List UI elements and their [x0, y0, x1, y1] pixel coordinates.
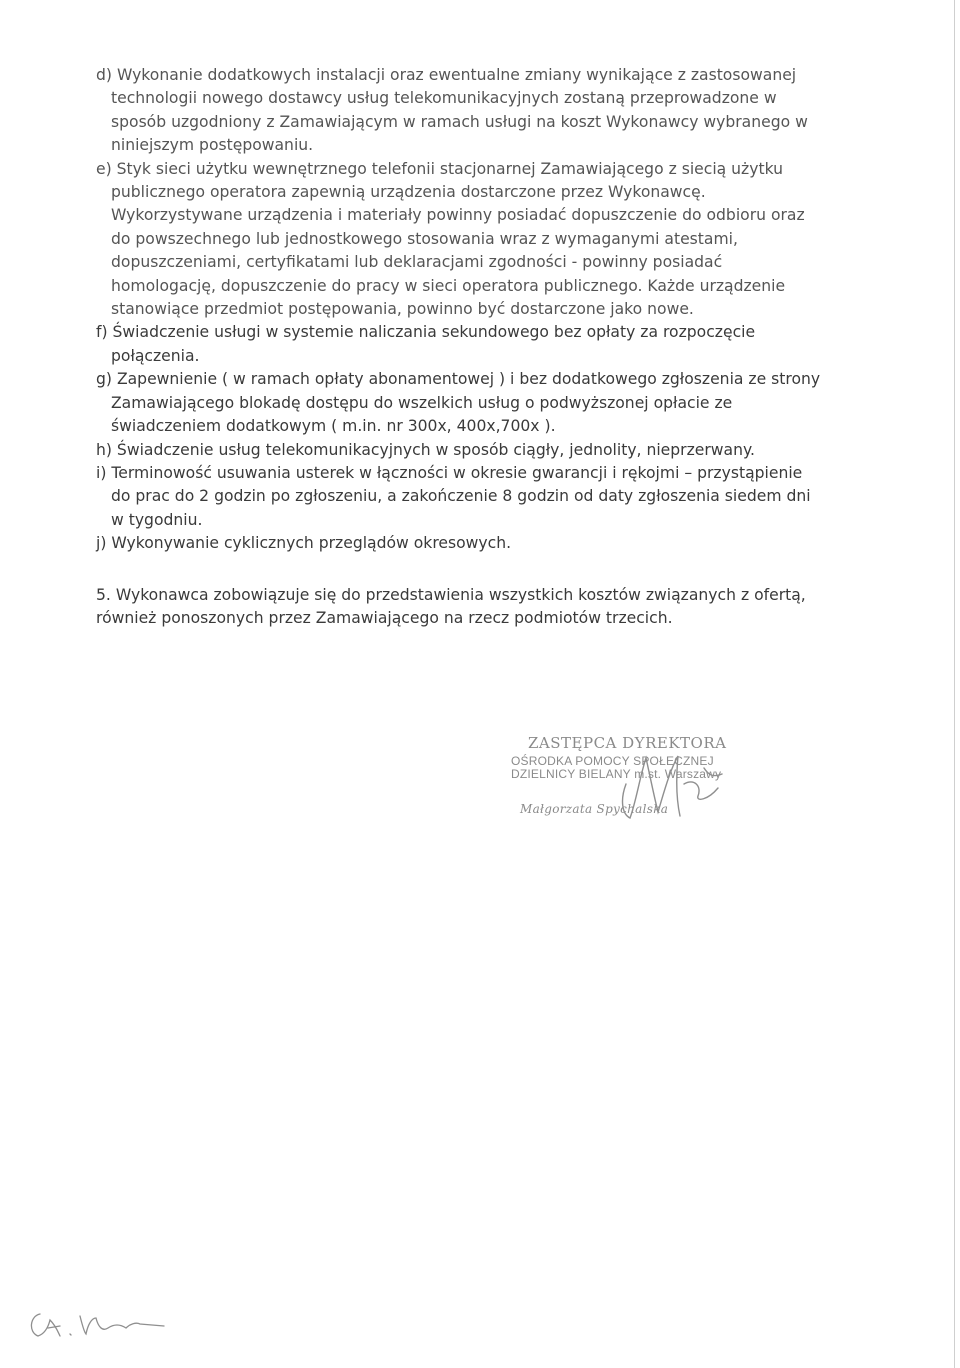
item-h: h) Świadczenie usług telekomunikacyjnych w sposób ciągły, jednolity, nieprzerwany. [96, 440, 755, 459]
initials-mark [26, 1304, 176, 1344]
item-g: g) Zapewnienie ( w ramach opłaty abonamentowej ) i bez dodatkowego zgłoszenia ze strony Zamawiającego blokadę dostępu do wszelkich usług o podwyższonej opłacie ze świadczeniem dodatkowym ( m.in. nr 300x, 400x,700x ). [96, 370, 821, 436]
document-body [96, 64, 826, 630]
stamp-district: DZIELNICY BIELANY m.st. Warszawy [511, 767, 722, 781]
stamp-title: ZASTĘPCA DYREKTORA [528, 734, 727, 752]
stamp-name: Małgorzata Spychalska [520, 802, 669, 816]
item-d: d) Wykonanie dodatkowych instalacji oraz ewentualne zmiany wynikające z zastosowanej technologii nowego dostawcy usług telekomunikacyjnych zostaną przeprowadzone w sposób uzgodniony z Zamawiającym w ramach usługi na koszt Wykonawcy wybranego w niniejszym postępowaniu. [96, 66, 808, 155]
director-stamp [508, 734, 778, 834]
item-e: e) Styk sieci użytku wewnętrznego telefonii stacjonarnej Zamawiającego z siecią użytku publicznego operatora zapewnią urządzenia dostarczone przez Wykonawcę. Wykorzystywane urządzenia i materiały powinny posiadać dopuszczenie do odbioru oraz do powszechnego lub jednostkowego stosowania wraz z wymaganymi atestami, dopuszczeniami, certyfikatami lub deklaracjami zgodności - powinny posiadać homologację, dopuszczenie do pracy w sieci operatora publicznego. Każde urządzenie stanowiące przedmiot postępowania, powinno być dostarczone jako nowe. [96, 159, 805, 319]
stamp-institution: OŚRODKA POMOCY SPOŁECZNEJ [511, 754, 714, 768]
item-j: j) Wykonywanie cyklicznych przeglądów okresowych. [96, 534, 512, 553]
page-edge-line [954, 0, 955, 1368]
point-5: 5. Wykonawca zobowiązuje się do przedstawienia wszystkich kosztów związanych z ofertą, również ponoszonych przez Zamawiającego na rzecz podmiotów trzecich. [96, 585, 806, 627]
item-i: i) Terminowość usuwania usterek w łączności w okresie gwarancji i rękojmi – przystąpienie do prac do 2 godzin po zgłoszeniu, a zakończenie 8 godzin od daty zgłoszenia siedem dni w tygodniu. [96, 463, 811, 529]
item-f: f) Świadczenie usługi w systemie naliczania sekundowego bez opłaty za rozpoczęcie połączenia. [96, 323, 756, 365]
handwritten-signature [508, 734, 778, 834]
